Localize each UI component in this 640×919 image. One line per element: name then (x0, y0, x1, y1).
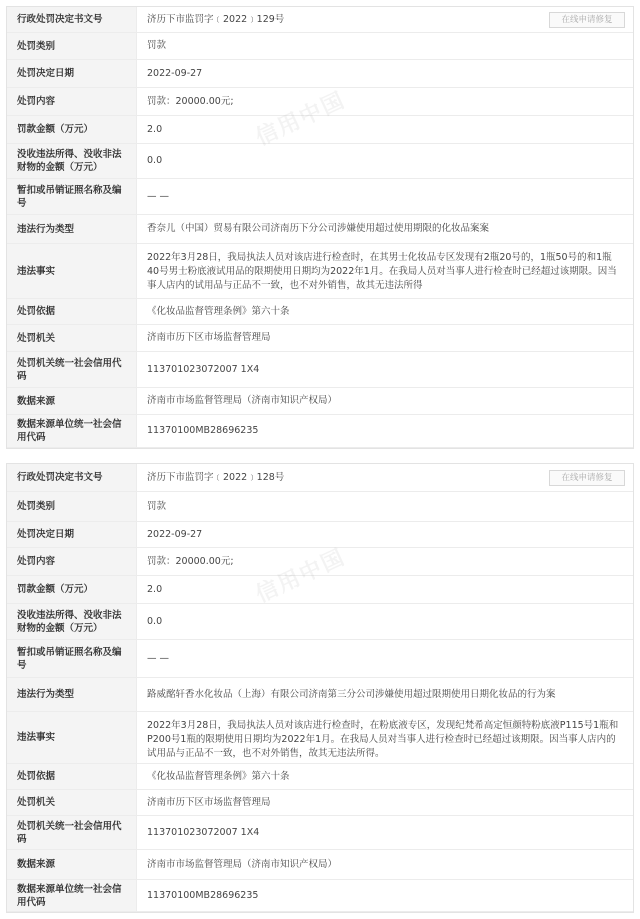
field-value: 2022-09-27 (147, 528, 203, 540)
row-fine-amount (7, 116, 633, 144)
field-label: 处罚机关统一社会信用代码 (7, 816, 137, 849)
field-value: 113701023072007 1X4 (147, 363, 260, 375)
field-value: — — (147, 190, 170, 202)
field-value: 2022年3月28日，我局执法人员对该店进行检查时，在粉底液专区，发现纪梵希高定恒颜特粉底液P115号1瓶和P200号1瓶的限期使用日期均为2022年1月。在我局人员对当事人进行检查时已经超过该期限。因当事人店内的试用品与正品不一致，也不对外销售，故其无违法所得。 (147, 720, 619, 759)
field-label: 处罚决定日期 (7, 60, 137, 87)
field-value: 济南市市场监督管理局（济南市知识产权局） (147, 858, 338, 870)
row-decision-number (7, 464, 633, 492)
field-label: 处罚依据 (7, 764, 137, 789)
row-confiscation-amount (7, 144, 633, 179)
field-value: 罚款 (147, 40, 167, 51)
row-legal-basis (7, 764, 633, 790)
row-authority-credit-code (7, 352, 633, 388)
row-decision-date (7, 60, 633, 88)
field-value: 路威酩轩香水化妆品（上海）有限公司济南第三分公司涉嫌使用超过限期使用日期化妆品的行为案 (147, 688, 556, 700)
field-value: 11370100MB28696235 (147, 889, 259, 901)
row-penalty-content (7, 548, 633, 576)
field-value: 济南市市场监督管理局（济南市知识产权局） (147, 395, 338, 406)
field-value: 《化妆品监督管理条例》第六十条 (147, 305, 290, 317)
field-value: 罚款：20000.00元; (147, 555, 234, 567)
row-legal-basis (7, 299, 633, 325)
row-data-source (7, 850, 633, 880)
field-value: 2.0 (147, 123, 163, 135)
decision-number-text: 济历下市监罚字﹝2022﹞128号 (147, 471, 285, 483)
field-label: 违法事实 (7, 244, 137, 298)
row-violation-facts (7, 244, 633, 299)
row-penalty-category (7, 492, 633, 522)
field-label: 数据来源 (7, 388, 137, 414)
field-value: 济南市历下区市场监督管理局 (147, 796, 271, 808)
field-value (137, 7, 633, 32)
field-value: 香奈儿（中国）贸易有限公司济南历下分公司涉嫌使用超过使用期限的化妆品案案 (147, 223, 490, 234)
online-repair-button[interactable]: 在线申请修复 (549, 12, 625, 28)
penalty-record-2 (6, 463, 634, 913)
field-label: 处罚机关 (7, 325, 137, 351)
field-label: 没收违法所得、没收非法财物的金额（万元） (7, 144, 137, 178)
field-value: 2022-09-27 (147, 67, 203, 79)
decision-number-text: 济历下市监罚字﹝2022﹞129号 (147, 13, 285, 25)
field-label: 处罚决定日期 (7, 522, 137, 547)
row-violation-type (7, 215, 633, 244)
watermark: 信用中国 (252, 544, 350, 608)
field-label: 行政处罚决定书文号 (7, 464, 137, 491)
field-label: 行政处罚决定书文号 (7, 7, 137, 32)
row-penalty-content (7, 88, 633, 116)
field-value: 2022年3月28日，我局执法人员对该店进行检查时，在其男士化妆品专区发现有2瓶20号的，1瓶50号的和1瓶40号男士粉底液试用品的限期使用日期均为2022年1月。在我局人员对当事人进行检查时已经超过该期限。因当事人店内的试用品与正品不一致，也不对外销售，故其无违法所得 (147, 252, 617, 291)
watermark: 信用中国 (252, 87, 350, 151)
row-penalty-authority (7, 790, 633, 816)
field-label: 处罚内容 (7, 548, 137, 575)
row-violation-type (7, 678, 633, 712)
field-value: 罚款 (147, 500, 167, 512)
row-license-revocation (7, 640, 633, 678)
field-label: 违法事实 (7, 712, 137, 763)
field-label: 处罚内容 (7, 88, 137, 115)
row-fine-amount (7, 576, 633, 604)
row-source-credit-code (7, 880, 633, 912)
field-label: 处罚机关 (7, 790, 137, 815)
row-violation-facts (7, 712, 633, 764)
row-source-credit-code (7, 415, 633, 448)
field-label: 违法行为类型 (7, 215, 137, 243)
online-repair-button[interactable]: 在线申请修复 (549, 470, 625, 486)
field-label: 数据来源 (7, 850, 137, 879)
row-decision-date (7, 522, 633, 548)
field-value: — — (147, 652, 170, 664)
field-value: 济南市历下区市场监督管理局 (147, 332, 271, 343)
field-value: 0.0 (147, 155, 163, 166)
field-label: 处罚类别 (7, 492, 137, 521)
field-label: 处罚类别 (7, 33, 137, 59)
penalty-record-1 (6, 6, 634, 449)
row-license-revocation (7, 179, 633, 215)
row-decision-number (7, 7, 633, 33)
row-confiscation-amount (7, 604, 633, 640)
field-value: 罚款：20000.00元; (147, 95, 234, 107)
field-label: 没收违法所得、没收非法财物的金额（万元） (7, 604, 137, 639)
field-label: 数据来源单位统一社会信用代码 (7, 880, 137, 911)
row-data-source (7, 388, 633, 415)
row-penalty-category (7, 33, 633, 60)
field-value: 0.0 (147, 615, 163, 627)
field-label: 罚款金额（万元） (7, 576, 137, 603)
row-authority-credit-code (7, 816, 633, 850)
field-value: 2.0 (147, 583, 163, 595)
field-label: 处罚机关统一社会信用代码 (7, 352, 137, 387)
field-value: 11370100MB28696235 (147, 425, 259, 436)
field-label: 暂扣或吊销证照名称及编号 (7, 640, 137, 677)
field-value: 《化妆品监督管理条例》第六十条 (147, 770, 290, 782)
field-label: 违法行为类型 (7, 678, 137, 711)
field-value (137, 464, 633, 491)
field-label: 暂扣或吊销证照名称及编号 (7, 179, 137, 214)
field-label: 罚款金额（万元） (7, 116, 137, 143)
row-penalty-authority (7, 325, 633, 352)
field-label: 数据来源单位统一社会信用代码 (7, 415, 137, 447)
field-label: 处罚依据 (7, 299, 137, 324)
field-value: 113701023072007 1X4 (147, 826, 260, 838)
